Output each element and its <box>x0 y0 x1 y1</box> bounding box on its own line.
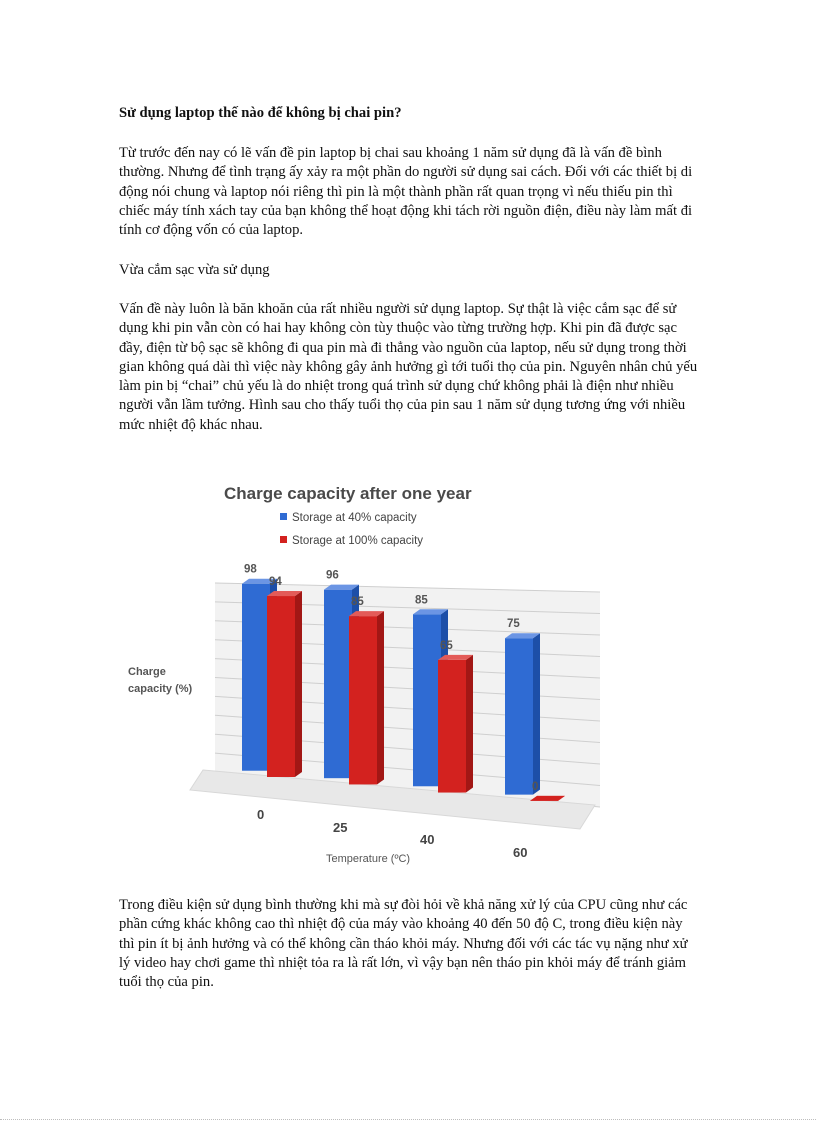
x-tick-label: 60 <box>513 845 528 860</box>
bar-side <box>295 591 302 777</box>
data-label: 96 <box>326 569 339 582</box>
x-tick-label: 0 <box>257 807 265 822</box>
data-label: 94 <box>269 576 282 589</box>
charge-capacity-chart <box>120 472 600 872</box>
bar <box>242 584 270 771</box>
paragraph-intro: Từ trước đến nay có lẽ vấn đề pin laptop bị chai sau khoảng 1 năm sử dụng đã là vấn đề bình thường. Nhưng để tình trạng ấy xảy ra một phần do người sử dụng sai cách. Đối với các thiết bị di động nói chung và laptop nói riêng thì pin là một thành phần rất quan trọng vì nếu thiếu pin thì chiếc máy tính xách tay của bạn không thể hoạt động khi tách rời nguồn điện, điều này làm mất đi tính cơ động vốn có của laptop. <box>119 145 693 239</box>
paragraph-temperature: Trong điều kiện sử dụng bình thường khi mà sự đòi hỏi về khả năng xử lý của CPU cũng như các phần cứng khác không cao thì nhiệt độ của máy vào khoảng 40 đến 50 độ C, trong điều kiện này thì pin ít bị ảnh hưởng và có thể không cần tháo khỏi máy. Nhưng đối với các tác vụ nặng như xử lý video hay chơi game thì nhiệt tỏa ra là rất lớn, vì vậy bạn nên tháo pin khỏi máy để tránh giảm tuổi thọ của pin. <box>119 897 688 991</box>
bar-side <box>466 655 473 793</box>
bar <box>349 616 377 784</box>
page-bottom-rule <box>0 1119 816 1120</box>
data-label: 98 <box>244 563 257 576</box>
x-tick-label: 40 <box>420 832 435 847</box>
legend-swatch <box>280 513 287 520</box>
bar <box>413 614 441 786</box>
legend-entry: Storage at 100% capacity <box>292 535 424 547</box>
bar-side <box>533 633 540 794</box>
data-label: 85 <box>415 594 428 607</box>
section-heading: Vừa cắm sạc vừa sử dụng <box>119 262 270 278</box>
chart-svg <box>120 472 600 872</box>
bar <box>267 596 295 777</box>
legend-swatch <box>280 536 287 543</box>
data-label: 0 <box>532 780 539 793</box>
data-label: 85 <box>351 596 364 609</box>
x-axis-label: Temperature (ºC) <box>326 853 411 865</box>
y-axis-label: Charge <box>128 666 166 678</box>
data-label: 65 <box>440 639 453 652</box>
document-title: Sử dụng laptop thế nào để không bị chai pin? <box>119 105 402 121</box>
bar-side <box>377 611 384 784</box>
data-label: 75 <box>507 618 520 631</box>
legend-entry: Storage at 40% capacity <box>292 512 417 524</box>
x-tick-label: 25 <box>333 820 348 835</box>
y-axis-label: capacity (%) <box>128 683 193 695</box>
bar <box>505 638 533 794</box>
bar <box>438 660 466 793</box>
bar <box>324 590 352 779</box>
paragraph-charging: Vấn đề này luôn là băn khoăn của rất nhiều người sử dụng laptop. Sự thật là việc cắm sạc để sử dụng khi pin vẫn còn có hai hay không còn tùy thuộc vào từng trường hợp. Khi pin đã được sạc đầy, điện từ bộ sạc sẽ không đi qua pin mà đi thẳng vào nguồn của laptop, nếu sử dụng trong thời gian không quá dài thì việc này không gây ảnh hưởng gì tới tuổi thọ của pin. Nguyên nhân chủ yếu làm pin bị “chai” chủ yếu là do nhiệt trong quá trình sử dụng chứ không phải là điện như nhiều người vẫn lầm tưởng. Hình sau cho thấy tuổi thọ của pin sau 1 năm sử dụng tương ứng với nhiều mức nhiệt độ khác nhau. <box>119 301 698 433</box>
chart-title: Charge capacity after one year <box>224 484 472 503</box>
